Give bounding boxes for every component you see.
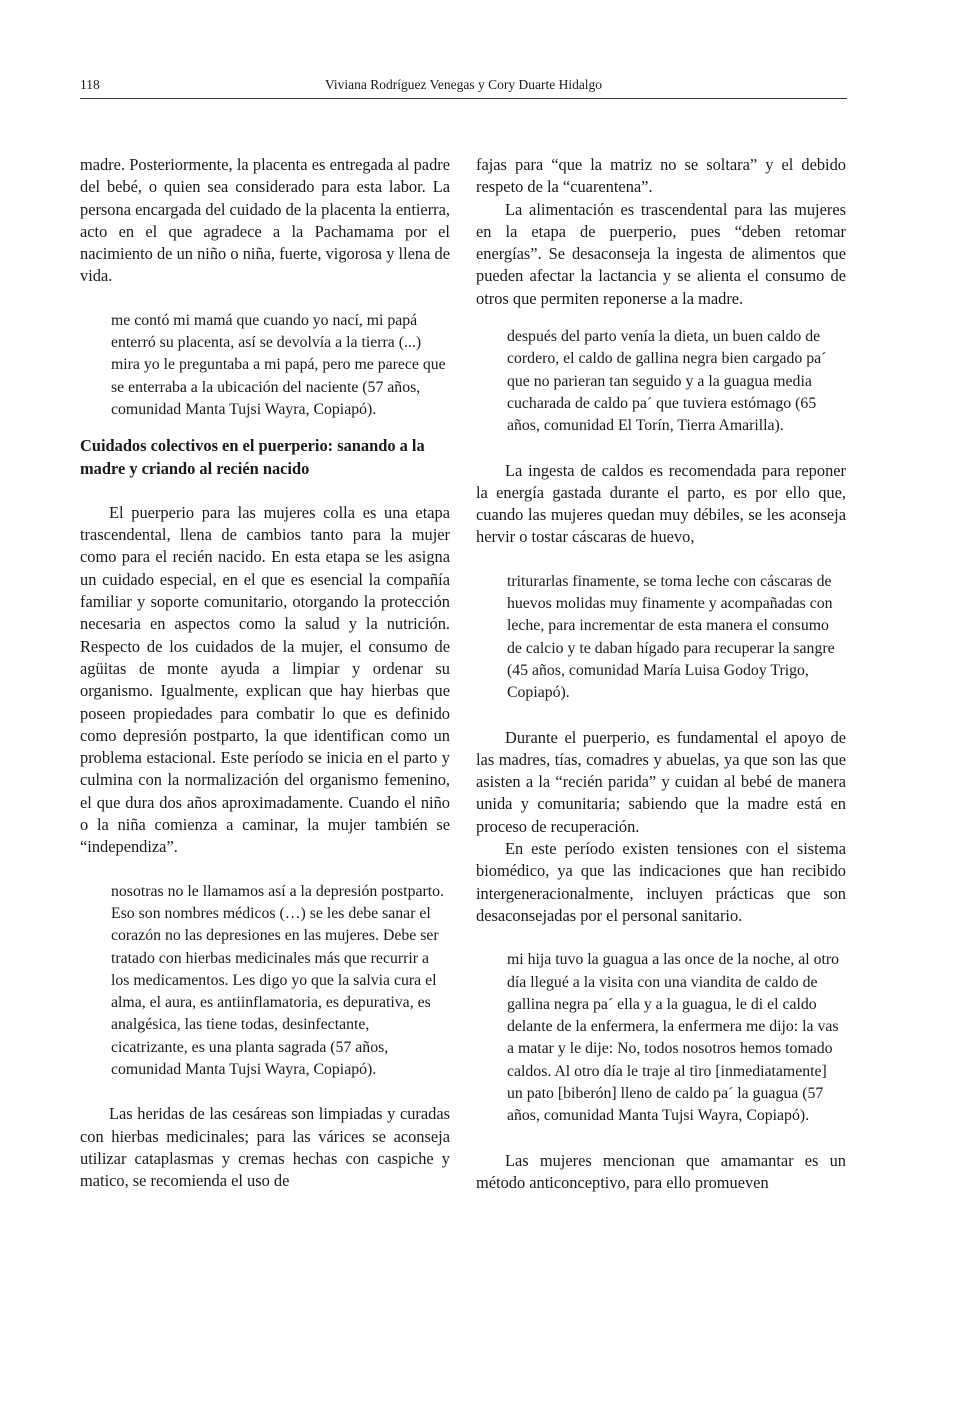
block-quote: me contó mi mamá que cuando yo nací, mi papá enterró su placenta, así se devolvía a la tierra (...) mira yo le preguntaba a mi papá, pero me parece que se enterraba a la ubicación del naciente (57 años, comunidad Manta Tujsi Wayra, Copiapó). [111, 311, 446, 418]
paragraph: La alimentación es trascendental para las mujeres en la etapa de puerperio, pues “deben retomar energías”. Se desaconseja la ingesta de alimentos que pueden afectar la lactancia y se alienta el consumo de otros que permiten reponerse a la madre. [476, 199, 846, 308]
paragraph: El puerperio para las mujeres colla es una etapa trascendental, llena de cambios tanto para la mujer como para el recién nacido. En esta etapa se les asigna un cuidado especial, en el que es esencial la compañía familiar y soporte comunitario, otorgando la protección necesaria en aspectos como la salud y la nutrición. Respecto de los cuidados de la mujer, el consumo de agüitas de monte ayuda a limpiar y ordenar su organismo. Igualmente, explican que hay hierbas que poseen propiedades para combatir lo que es definido como depresión postparto, la que identifican como un problema estacional. Este período se inicia en el parto y culmina con la normalización del organismo femenino, el que dura dos años aproximadamente. Cuando el niño o la niña comienza a caminar, la mujer también se “independiza”. [80, 502, 450, 857]
block-quote: triturarlas finamente, se toma leche con cáscaras de huevos molidas muy finamente y acompañadas con leche, para incrementar de esta manera el consumo de calcio y te daban hígado para recuperar la sangre (45 años, comunidad María Luisa Godoy Trigo, Copiapó). [507, 572, 835, 702]
paragraph: Las mujeres mencionan que amamantar es un método anticonceptivo, para ello promueven [476, 1150, 846, 1192]
left-column [80, 154, 450, 1192]
block-quote: mi hija tuvo la guagua a las once de la noche, al otro día llegué a la visita con una viandita de caldo de gallina negra pa´ ella y a la guagua, le di el caldo delante de la enfermera, la enfermera me dijo: la vas a matar y le dije: No, todos nosotros hemos tomado caldos. Al otro día le traje al tiro [inmediatamente] un pato [biberón] lleno de caldo pa´ la guagua (57 años, comunidad Manta Tujsi Wayra, Copiapó). [507, 951, 840, 1125]
right-column [476, 154, 846, 1194]
page-header [80, 76, 847, 99]
block-quote: nosotras no le llamamos así a la depresión postparto. Eso son nombres médicos (…) se les debe sanar el corazón no las depresiones en las mujeres. Debe ser tratado con hierbas medicinales más que recurrir a los medicamentos. Les digo yo que la salvia cura el alma, el aura, es antiinflamatoria, es depurativa, es analgésica, las tiene todas, desinfectante, cicatrizante, es una planta sagrada (57 años, comunidad Manta Tujsi Wayra, Copiapó). [111, 882, 444, 1078]
paragraph: fajas para “que la matriz no se soltara” y el debido respeto de la “cuarentena”. [476, 155, 846, 197]
paragraph: Las heridas de las cesáreas son limpiadas y curadas con hierbas medicinales; para las várices se aconseja utilizar cataplasmas y cremas hechas con caspiche y matico, se recomienda el uso de [80, 1104, 450, 1191]
page-number: 118 [80, 77, 100, 92]
block-quote: después del parto venía la dieta, un buen caldo de cordero, el caldo de gallina negra bien cargado pa´ que no parieran tan seguido y a la guagua media cucharada de caldo pa´ que tuviera estómago (65 años, comunidad El Torín, Tierra Amarilla). [507, 328, 827, 435]
paragraph: En este período existen tensiones con el sistema biomédico, ya que las indicaciones que han recibido intergeneracionalmente, incluyen prácticas que son desaconsejadas por el personal sanitario. [476, 839, 846, 925]
paragraph: madre. Posteriormente, la placenta es entregada al padre del bebé, o quien sea considerado para esta labor. La persona encargada del cuidado de la placenta la entierra, acto en el que agradece a la Pachamama por el nacimiento de un niño o niña, fuerte, vigorosa y llena de vida. [80, 155, 450, 286]
section-heading: Cuidados colectivos en el puerperio: sanando a la madre y criando al recién nacido [80, 436, 425, 478]
paragraph: La ingesta de caldos es recomendada para reponer la energía gastada durante el parto, es por ello que, cuando las mujeres quedan muy débiles, se les aconseja hervir o tostar cáscaras de huevo, [476, 460, 846, 547]
running-title: Viviana Rodríguez Venegas y Cory Duarte Hidalgo [324, 77, 603, 92]
paragraph: Durante el puerperio, es fundamental el apoyo de las madres, tías, comadres y abuelas, ya que son las que asisten a la “recién parida” y cuidan al bebé de manera unida y comunitaria; sabiendo que la madre está en proceso de recuperación. [476, 727, 846, 836]
